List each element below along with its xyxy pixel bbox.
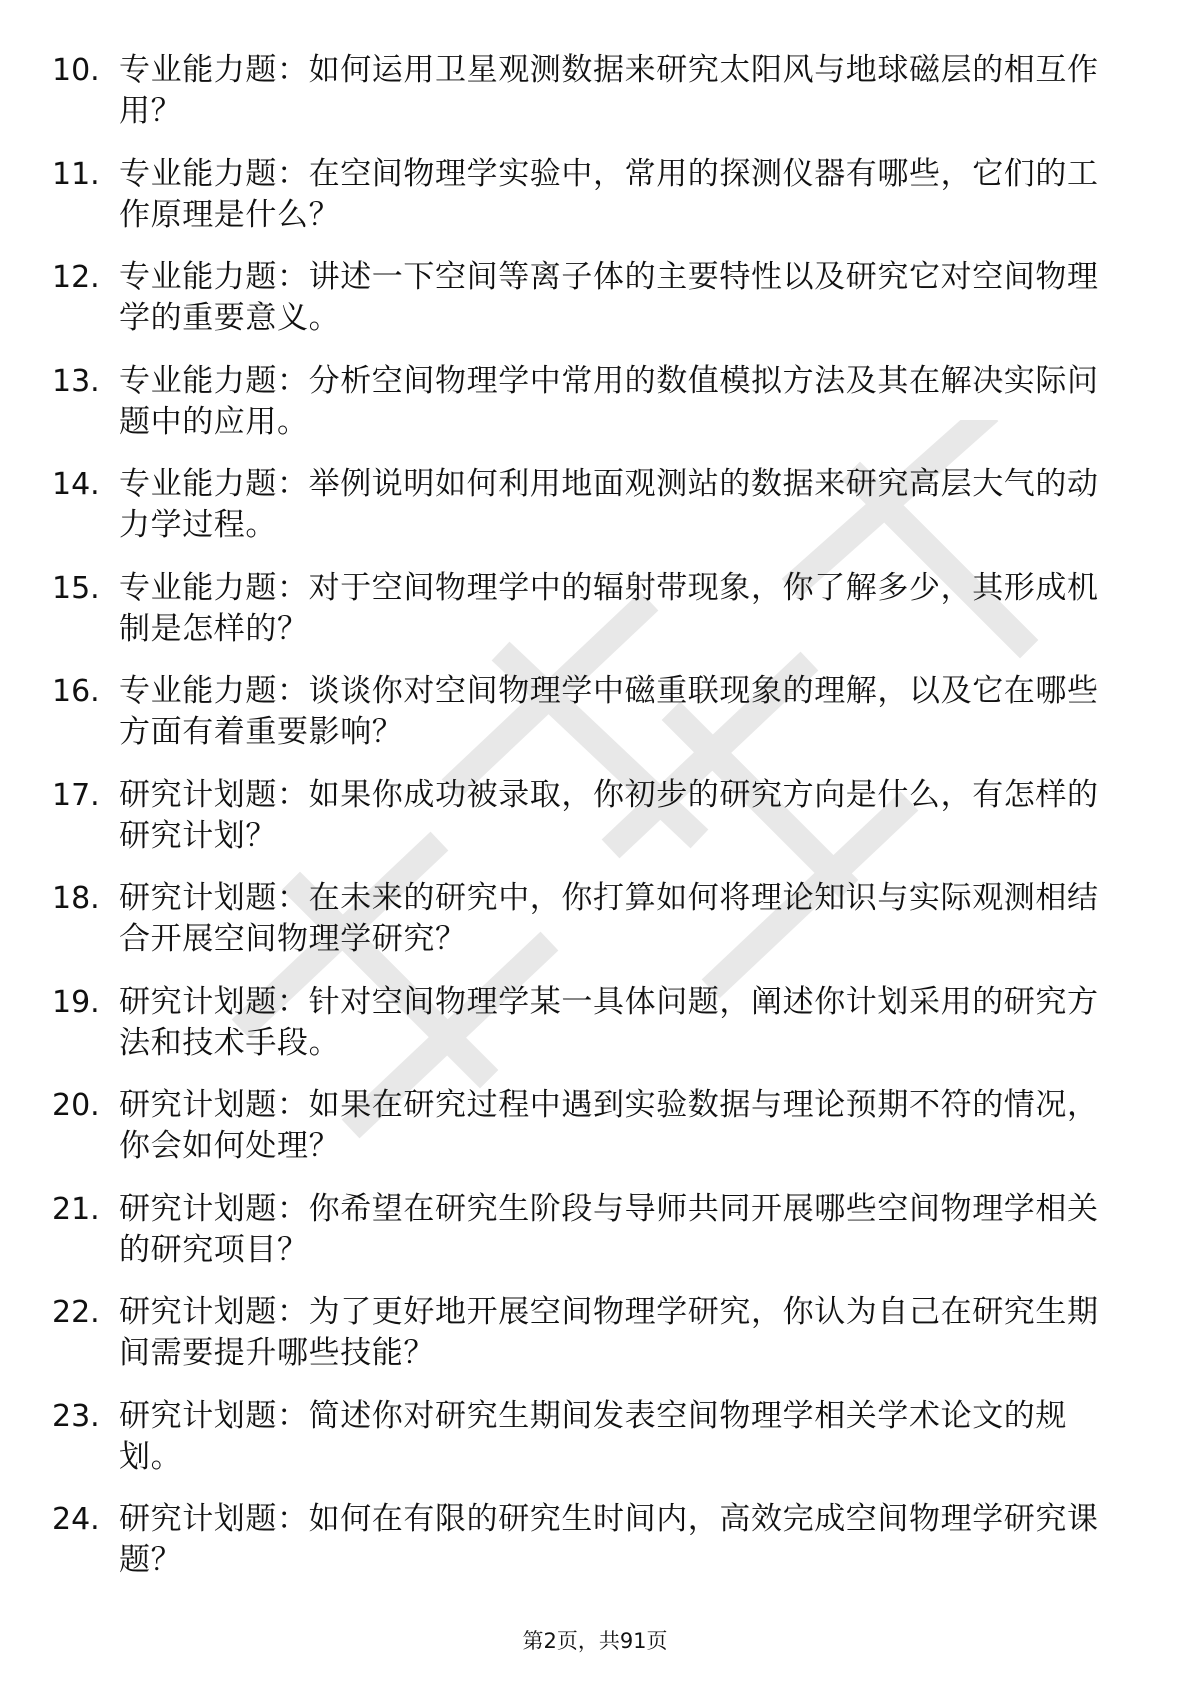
question-body <box>119 464 1109 546</box>
question-category: 专业能力题 <box>119 466 277 502</box>
question-separator: ： <box>277 362 309 399</box>
question-body <box>119 50 1109 132</box>
question-item <box>52 878 1112 982</box>
question-text: 为了更好地开展空间物理学研究，你认为自己在研究生期间需要提升哪些技能？ <box>119 1294 1099 1371</box>
question-category: 研究计划题 <box>119 1294 277 1330</box>
question-separator: ： <box>277 880 309 916</box>
question-number: 16. <box>52 674 100 709</box>
question-separator: ： <box>277 259 309 295</box>
question-separator: ： <box>277 1501 309 1537</box>
question-list <box>52 50 1112 1603</box>
question-item <box>52 1292 1112 1396</box>
question-text: 你希望在研究生阶段与导师共同开展哪些空间物理学相关的研究项目？ <box>119 1190 1099 1268</box>
question-item <box>52 982 1112 1086</box>
question-category: 专业能力题 <box>119 155 277 192</box>
question-text: 如果在研究过程中遇到实验数据与理论预期不符的情况，你会如何处理？ <box>119 1087 1099 1164</box>
page-number-label: 第2页，共91页 <box>522 1629 668 1653</box>
question-body <box>119 982 1109 1064</box>
question-item <box>52 568 1112 672</box>
question-body <box>119 257 1109 339</box>
question-separator: ： <box>277 155 309 192</box>
question-category: 专业能力题 <box>119 673 277 709</box>
question-body <box>119 671 1109 753</box>
question-number: 18. <box>52 881 100 916</box>
question-separator: ： <box>277 52 309 88</box>
question-body <box>119 1189 1109 1271</box>
question-text: 在空间物理学实验中，常用的探测仪器有哪些，它们的工作原理是什么？ <box>119 155 1099 233</box>
question-separator: ： <box>277 776 309 813</box>
question-category: 研究计划题 <box>119 880 277 916</box>
question-separator: ： <box>277 466 309 502</box>
question-body <box>119 1499 1109 1581</box>
question-category: 研究计划题 <box>119 776 277 813</box>
question-text: 针对空间物理学某一具体问题，阐述你计划采用的研究方法和技术手段。 <box>119 983 1099 1061</box>
question-category: 专业能力题 <box>119 569 277 606</box>
question-body <box>119 154 1109 236</box>
question-item <box>52 361 1112 465</box>
question-category: 研究计划题 <box>119 1190 277 1227</box>
question-item <box>52 1189 1112 1293</box>
question-separator: ： <box>277 1190 309 1227</box>
question-number: 20. <box>52 1088 100 1123</box>
question-category: 研究计划题 <box>119 1397 277 1434</box>
question-text: 如何在有限的研究生时间内，高效完成空间物理学研究课题？ <box>119 1501 1099 1578</box>
question-body <box>119 1292 1109 1374</box>
question-number: 24. <box>52 1502 100 1537</box>
question-body <box>119 568 1109 650</box>
question-number: 15. <box>52 570 100 606</box>
question-category: 研究计划题 <box>119 983 277 1020</box>
question-separator: ： <box>277 983 309 1020</box>
page-footer <box>0 1627 1190 1655</box>
question-number: 17. <box>52 777 100 813</box>
question-separator: ： <box>277 569 309 606</box>
question-category: 专业能力题 <box>119 259 277 295</box>
question-text: 分析空间物理学中常用的数值模拟方法及其在解决实际问题中的应用。 <box>119 362 1099 440</box>
question-body <box>119 878 1109 960</box>
question-text: 如果你成功被录取，你初步的研究方向是什么，有怎样的研究计划？ <box>119 776 1099 854</box>
question-number: 10. <box>52 53 100 88</box>
question-separator: ： <box>277 673 309 709</box>
question-text: 对于空间物理学中的辐射带现象，你了解多少，其形成机制是怎样的？ <box>119 569 1099 647</box>
question-category: 研究计划题 <box>119 1087 277 1123</box>
question-separator: ： <box>277 1397 309 1434</box>
question-number: 14. <box>52 467 100 502</box>
question-body <box>119 1085 1109 1167</box>
question-number: 21. <box>52 1191 100 1227</box>
question-text: 在未来的研究中，你打算如何将理论知识与实际观测相结合开展空间物理学研究？ <box>119 880 1099 957</box>
question-body <box>119 1396 1109 1478</box>
question-item <box>52 1085 1112 1189</box>
question-item <box>52 464 1112 568</box>
question-number: 23. <box>52 1398 100 1434</box>
question-category: 研究计划题 <box>119 1501 277 1537</box>
question-category: 专业能力题 <box>119 52 277 88</box>
question-number: 11. <box>52 156 100 192</box>
question-item <box>52 775 1112 879</box>
question-number: 12. <box>52 260 100 295</box>
question-body <box>119 775 1109 857</box>
question-text: 简述你对研究生期间发表空间物理学相关学术论文的规划。 <box>119 1397 1068 1475</box>
question-item <box>52 154 1112 258</box>
question-text: 如何运用卫星观测数据来研究太阳风与地球磁层的相互作用？ <box>119 52 1099 129</box>
question-item <box>52 257 1112 361</box>
question-number: 22. <box>52 1295 100 1330</box>
question-item <box>52 50 1112 154</box>
question-separator: ： <box>277 1087 309 1123</box>
question-item <box>52 1499 1112 1603</box>
question-category: 专业能力题 <box>119 362 277 399</box>
question-item <box>52 1396 1112 1500</box>
question-number: 13. <box>52 363 100 399</box>
question-item <box>52 671 1112 775</box>
question-text: 讲述一下空间等离子体的主要特性以及研究它对空间物理学的重要意义。 <box>119 259 1099 336</box>
question-text: 谈谈你对空间物理学中磁重联现象的理解，以及它在哪些方面有着重要影响？ <box>119 673 1099 750</box>
question-separator: ： <box>277 1294 309 1330</box>
question-number: 19. <box>52 984 100 1020</box>
question-text: 举例说明如何利用地面观测站的数据来研究高层大气的动力学过程。 <box>119 466 1099 543</box>
question-body <box>119 361 1109 443</box>
